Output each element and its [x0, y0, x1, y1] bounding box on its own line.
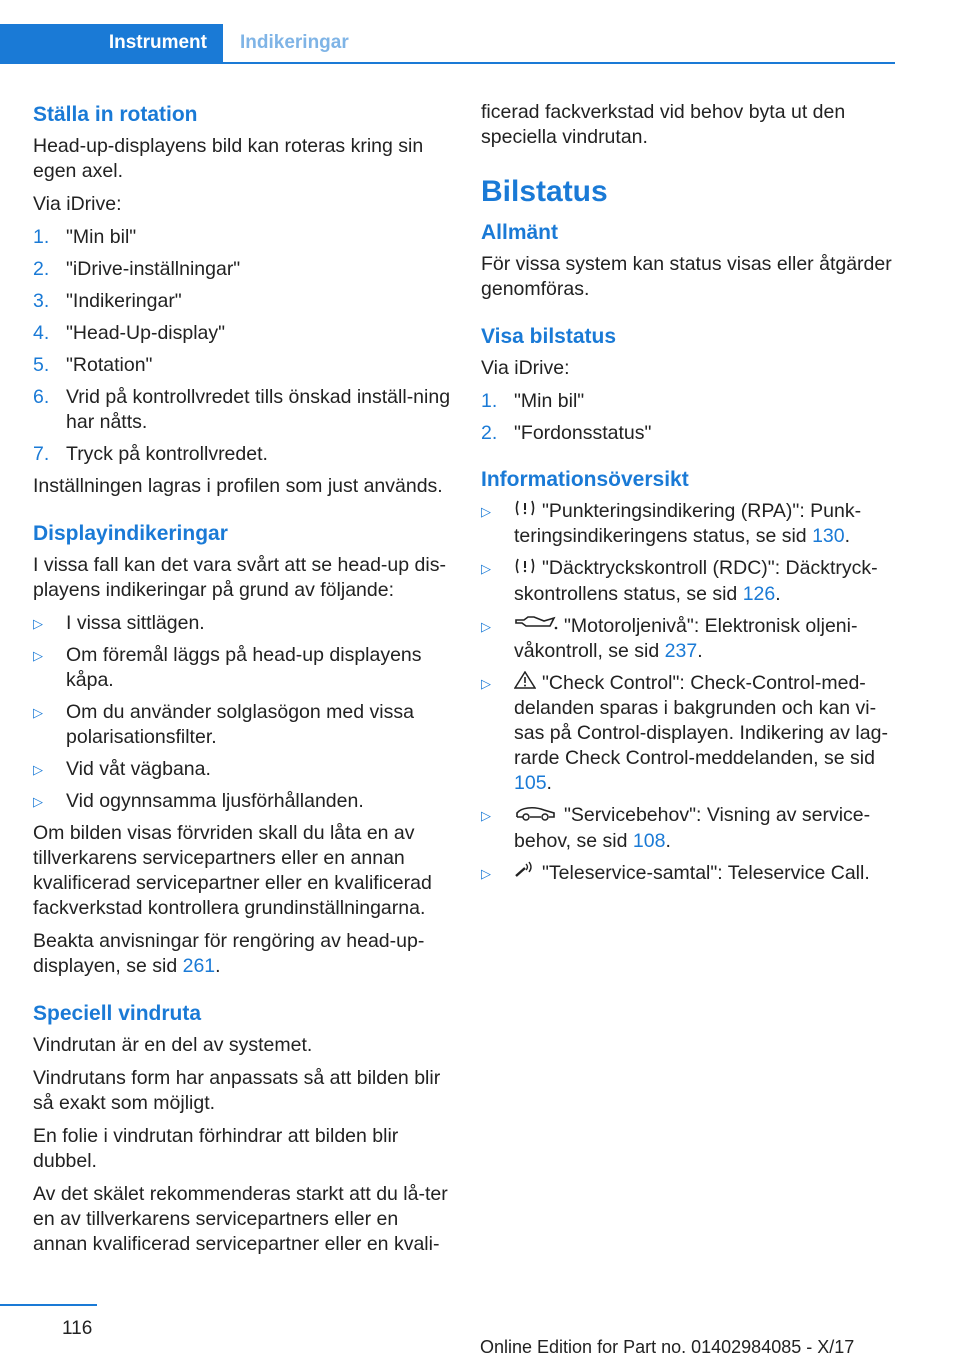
list-item — [33, 700, 453, 750]
bullet-triangle-icon: ▷ — [33, 762, 43, 777]
display-cleaning-note — [33, 929, 453, 979]
step-number: 7. — [33, 443, 50, 465]
list-item — [33, 257, 453, 282]
step-text: "Indikeringar" — [66, 290, 182, 312]
page-link-105[interactable]: 105 — [514, 772, 547, 795]
item-end: . — [665, 829, 671, 852]
rotation-note: Inställningen lagras i profilen som just används. — [33, 475, 443, 497]
list-item — [33, 289, 453, 314]
page-link-130[interactable]: 130 — [812, 525, 845, 548]
list-item — [33, 611, 453, 636]
item-text: "Motoroljenivå": Elektronisk oljeni-våkontroll, se sid — [514, 614, 858, 663]
item-end: . — [697, 640, 703, 663]
page-link-261[interactable]: 261 — [182, 955, 216, 977]
bullet-triangle-icon: ▷ — [33, 616, 43, 631]
list-item — [33, 353, 453, 378]
step-number: 3. — [33, 290, 50, 312]
windshield-p1: Vindrutan är en del av systemet. — [33, 1034, 313, 1056]
bullet-text: Vid ogynnsamma ljusförhållanden. — [66, 790, 364, 812]
step-text: "Rotation" — [66, 354, 153, 376]
bullet-triangle-icon: ▷ — [481, 618, 491, 634]
step-number: 2. — [33, 258, 50, 280]
right-column — [481, 100, 901, 893]
heading-informationsoversikt: Informationsöversikt — [481, 468, 689, 491]
tire-warning-icon — [514, 499, 536, 524]
paragraph-text: Beakta anvisningar för rengöring av head-up-displayen, se sid — [33, 930, 425, 977]
bullet-triangle-icon: ▷ — [33, 648, 43, 663]
list-item — [481, 499, 901, 549]
heading-rotation: Ställa in rotation — [33, 103, 198, 126]
page-link-237[interactable]: 237 — [664, 640, 698, 663]
page-link-108[interactable]: 108 — [632, 829, 666, 852]
list-item — [481, 556, 901, 606]
header-tabs — [0, 24, 895, 64]
step-text: Tryck på kontrollvredet. — [66, 443, 268, 465]
step-text: Vrid på kontrollvredet tills önskad inställ-ning har nåtts. — [66, 386, 451, 433]
item-end: . — [775, 582, 781, 605]
heading-speciell-vindruta: Speciell vindruta — [33, 1002, 202, 1025]
step-text: "Fordonsstatus" — [514, 422, 652, 444]
step-number: 6. — [33, 386, 50, 408]
bullet-triangle-icon: ▷ — [481, 808, 491, 824]
bullet-triangle-icon: ▷ — [481, 676, 491, 692]
bullet-text: Om föremål läggs på head-up displayens kåpa. — [66, 644, 422, 691]
heading-visa-bilstatus: Visa bilstatus — [481, 325, 617, 348]
item-text: "Teleservice-samtal": Teleservice Call. — [542, 861, 870, 884]
bullet-text: Vid våt vägbana. — [66, 758, 211, 780]
list-item — [33, 225, 453, 250]
step-number: 4. — [33, 322, 50, 344]
list-item — [481, 421, 901, 446]
bullet-triangle-icon: ▷ — [481, 504, 491, 519]
visa-steps — [481, 389, 901, 446]
bullet-text: Om du använder solglasögon med vissa polarisationsfilter. — [66, 701, 414, 748]
info-list — [481, 499, 901, 886]
item-end: . — [546, 772, 552, 795]
tab-instrument[interactable]: Instrument — [0, 24, 223, 62]
heading-allmant: Allmänt — [481, 221, 559, 244]
list-item — [33, 643, 453, 693]
paragraph-end: . — [215, 955, 221, 977]
left-column — [33, 100, 453, 1265]
page-number-rule — [0, 1304, 97, 1306]
step-text: "Min bil" — [514, 390, 585, 412]
list-item — [33, 321, 453, 346]
step-number: 1. — [481, 390, 498, 412]
heading-bilstatus: Bilstatus — [481, 175, 608, 208]
step-text: "Min bil" — [66, 226, 137, 248]
oil-can-icon — [514, 614, 558, 639]
step-number: 2. — [481, 422, 498, 444]
list-item — [481, 861, 901, 886]
list-item — [481, 389, 901, 414]
item-text: "Check Control": Check-Control-med-delanden sparas i bakgrunden och kan vi-sas på Control-displayen. Indikering av lag-rarde Check Control-meddelanden, se sid — [514, 672, 888, 770]
list-item — [481, 614, 901, 664]
item-end: . — [844, 525, 851, 548]
allmant-text: För vissa system kan status visas eller åtgärder genomföras. — [481, 253, 892, 300]
step-number: 5. — [33, 354, 50, 376]
display-bullets — [33, 611, 453, 814]
wrench-call-icon — [514, 861, 536, 886]
rotation-intro: Head-up-displayens bild kan roteras kring sin egen axel. — [33, 135, 424, 182]
heading-displayindikeringar: Displayindikeringar — [33, 522, 228, 545]
warning-triangle-icon — [514, 671, 536, 696]
bullet-triangle-icon: ▷ — [481, 865, 491, 881]
page-number: 116 — [62, 1318, 93, 1339]
item-text: "Punkteringsindikering (RPA)": Punk-teringsindikeringens status, se sid — [514, 500, 862, 548]
step-text: "iDrive-inställningar" — [66, 258, 241, 280]
step-text: "Head-Up-display" — [66, 322, 226, 344]
page-link-126[interactable]: 126 — [742, 582, 776, 605]
windshield-p4: Av det skälet rekommenderas starkt att du lå-ter en av tillverkarens servicepartners eller en annan kvalificerad servicepartner eller en kvali- — [33, 1183, 448, 1255]
list-item — [33, 757, 453, 782]
item-text: "Däcktryckskontroll (RDC)": Däcktryck-skontrollens status, se sid — [514, 557, 878, 605]
item-text: "Servicebehov": Visning av service-behov, se sid — [514, 804, 871, 852]
list-item — [481, 671, 901, 796]
tire-pressure-icon — [514, 557, 536, 582]
rotation-steps — [33, 225, 453, 467]
bullet-triangle-icon: ▷ — [33, 794, 43, 809]
tab-indikeringar[interactable]: Indikeringar — [240, 32, 349, 53]
bullet-triangle-icon: ▷ — [481, 561, 491, 577]
service-car-icon — [514, 804, 558, 829]
visa-via: Via iDrive: — [481, 357, 570, 379]
step-number: 1. — [33, 226, 50, 248]
list-item — [481, 803, 901, 853]
display-intro: I vissa fall kan det vara svårt att se head-up dis-playens indikeringar på grund av följande: — [33, 554, 446, 601]
display-distortion-note: Om bilden visas förvriden skall du låta en av tillverkarens servicepartners eller en annan kvalificerad servicepartner eller en kvalificerad fackverkstad kontrollera grundinställningarna. — [33, 822, 432, 919]
windshield-p2: Vindrutans form har anpassats så att bilden blir så exakt som möjligt. — [33, 1067, 441, 1114]
edition-footer: Online Edition for Part no. 01402984085 - X/17 — [480, 1337, 855, 1357]
rotation-via: Via iDrive: — [33, 193, 122, 215]
windshield-continuation: ficerad fackverkstad vid behov byta ut den speciella vindrutan. — [481, 101, 846, 148]
list-item — [33, 442, 453, 467]
windshield-p3: En folie i vindrutan förhindrar att bilden blir dubbel. — [33, 1125, 399, 1172]
bullet-triangle-icon: ▷ — [33, 705, 43, 720]
bullet-text: I vissa sittlägen. — [66, 612, 205, 634]
list-item — [33, 789, 453, 814]
list-item — [33, 385, 453, 435]
